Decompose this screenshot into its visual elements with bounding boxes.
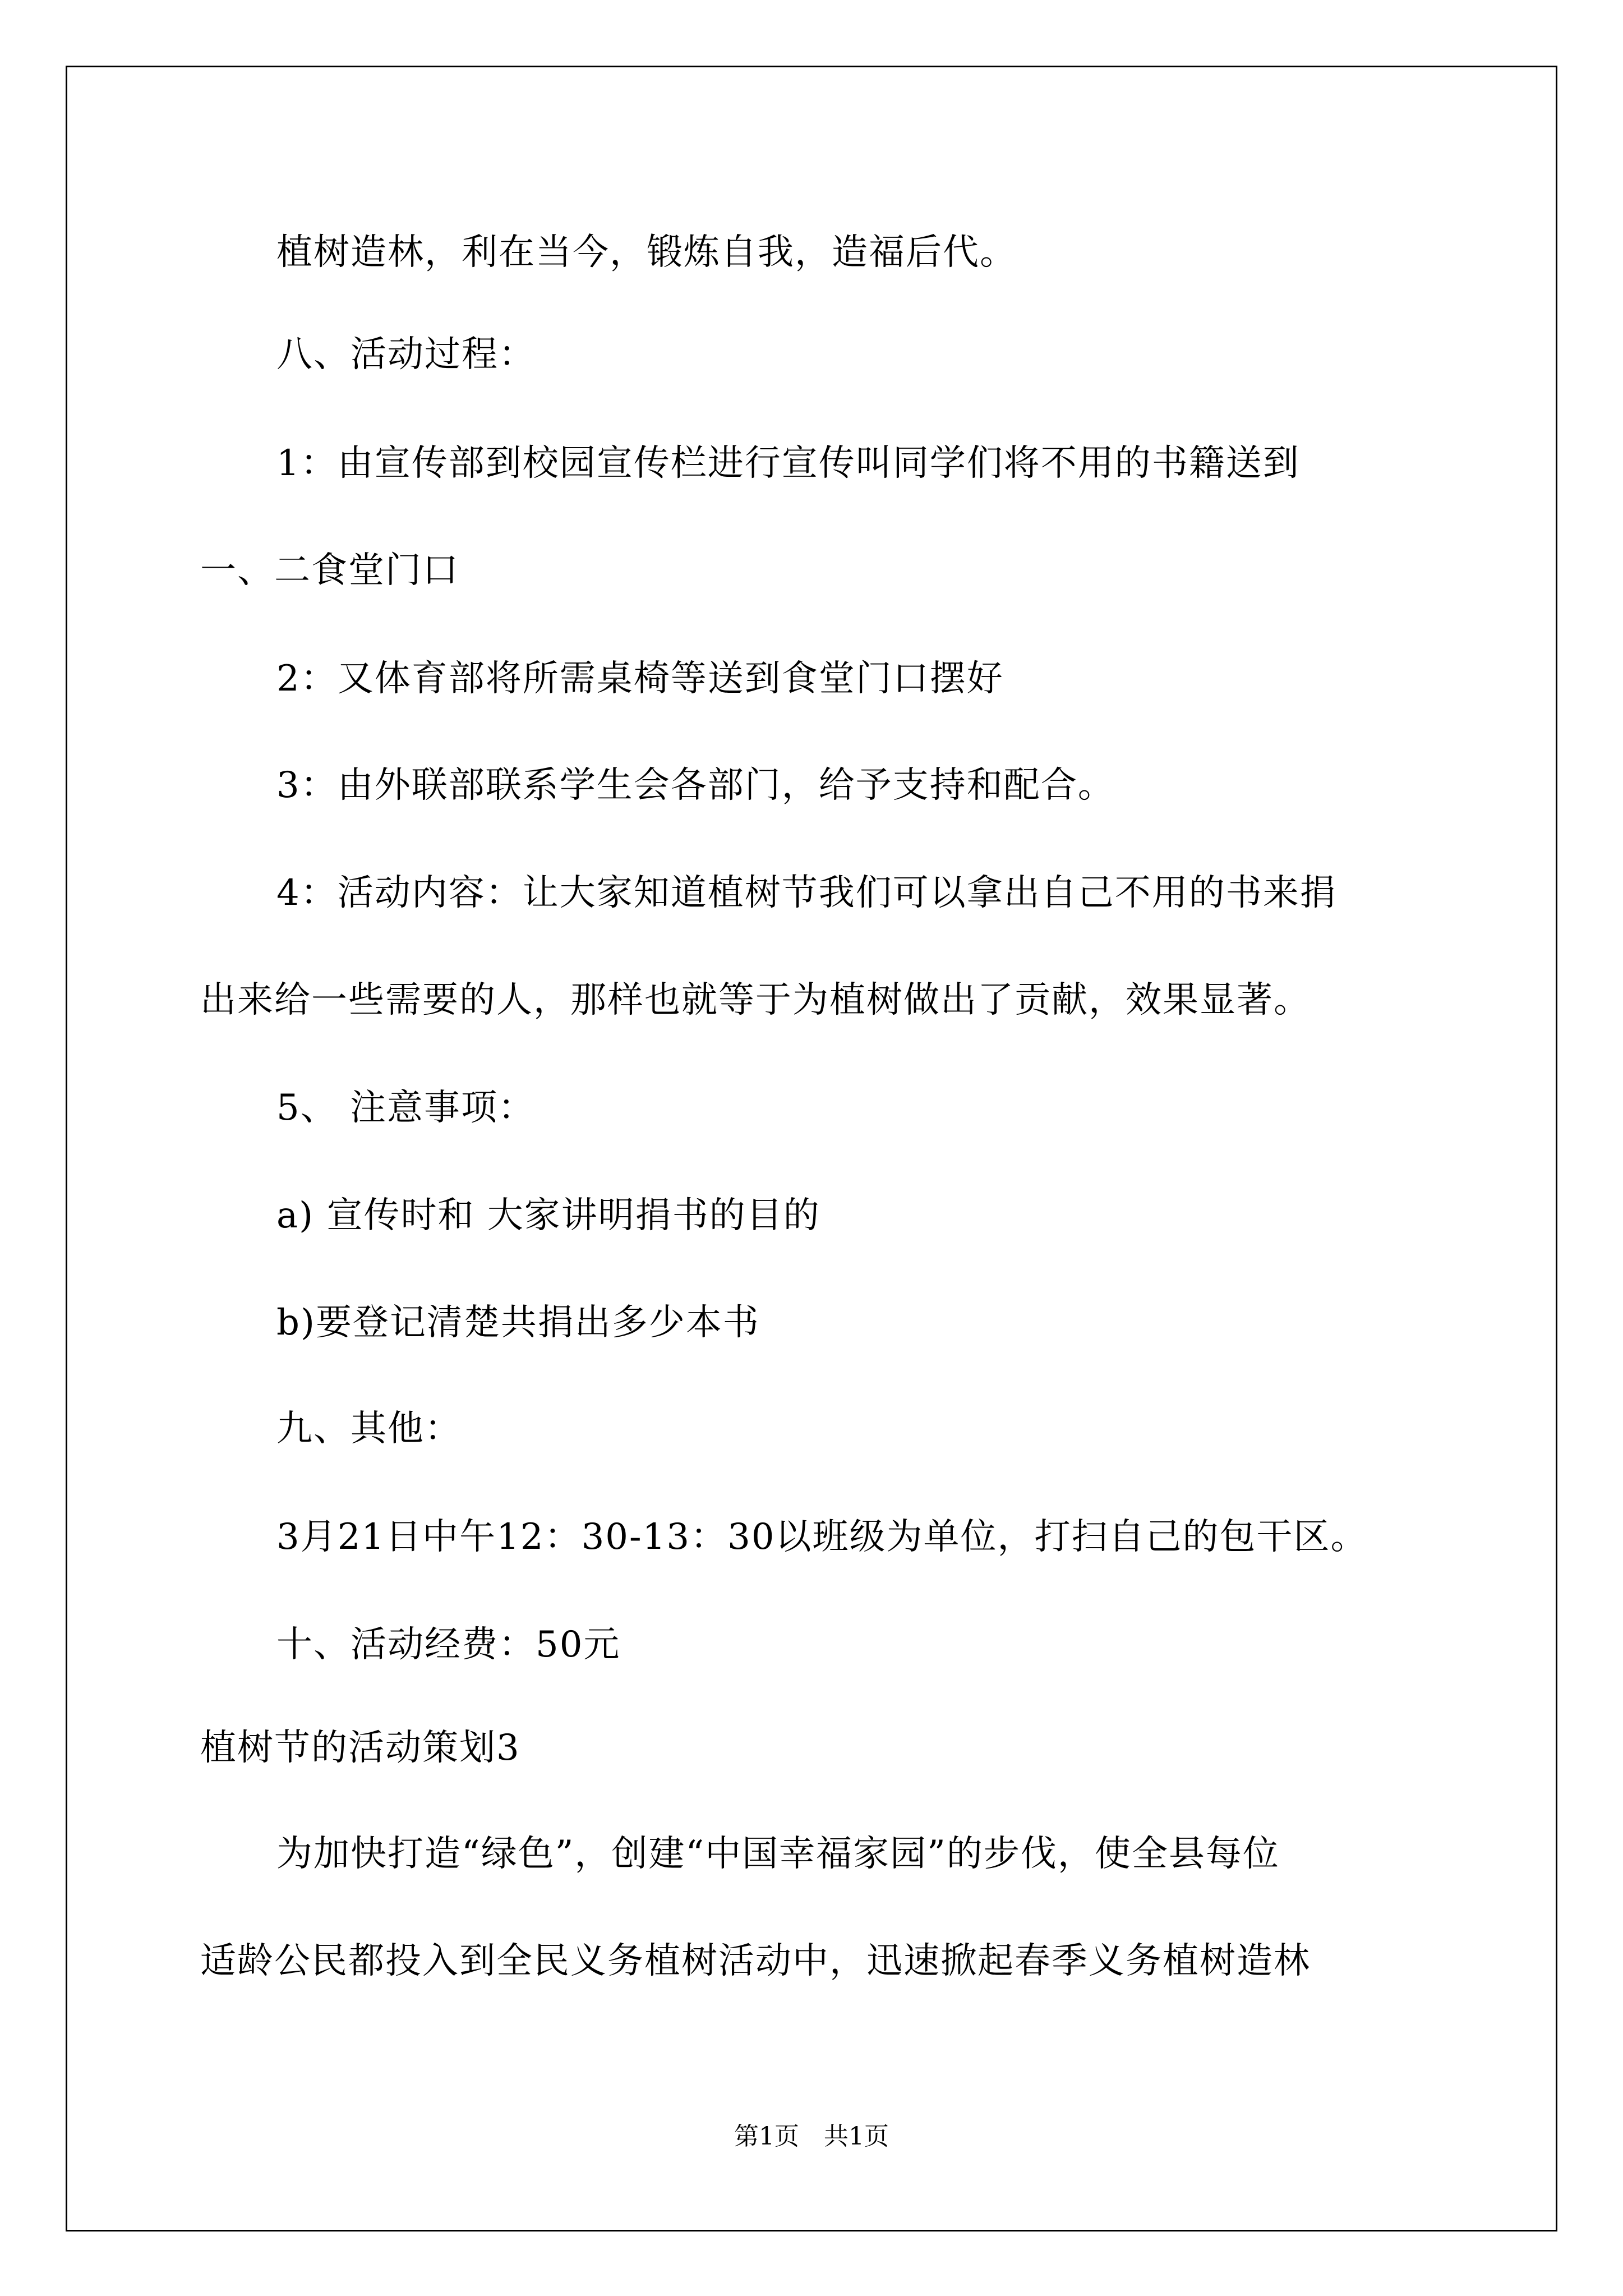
section-heading-other: 九、其他： (276, 1408, 462, 1450)
body-line-9: 5、 注意事项： (276, 1087, 536, 1129)
body-line-5: 2：又体育部将所需桌椅等送到食堂门口摆好 (276, 658, 1004, 700)
section-heading-activity-process: 八、活动过程： (276, 334, 536, 375)
body-line-1: 植树造林，利在当今，锻炼自我，造福后代。 (276, 232, 1017, 273)
section-heading-budget: 十、活动经费：50元 (276, 1624, 621, 1665)
page-border (66, 66, 1557, 2231)
body-line-16: 为加快打造“绿色”，创建“中国幸福家园”的步伐，使全县每位 (276, 1833, 1280, 1875)
body-line-11: b)要登记清楚共捐出多少本书 (276, 1302, 760, 1343)
body-line-3: 1：由宣传部到校园宣传栏进行宣传叫同学们将不用的书籍送到 (276, 443, 1300, 484)
body-line-6: 3：由外联部联系学生会各部门，给予支持和配合。 (276, 765, 1115, 806)
body-line-10: a) 宣传时和 大家讲明捐书的目的 (276, 1195, 820, 1236)
body-line-17: 适龄公民都投入到全民义务植树活动中，迅速掀起春季义务植树造林 (200, 1940, 1311, 1982)
document-subtitle: 植树节的活动策划3 (200, 1727, 520, 1769)
page-number-footer: 第1页 共1页 (734, 2122, 889, 2151)
body-line-8: 出来给一些需要的人，那样也就等于为植树做出了贡献，效果显著。 (200, 979, 1311, 1021)
body-line-4: 一、二食堂门口 (200, 550, 459, 591)
body-line-13: 3月21日中午12：30-13：30以班级为单位，打扫自己的包干区。 (276, 1516, 1368, 1558)
body-line-7: 4：活动内容：让大家知道植树节我们可以拿出自己不用的书来捐 (276, 872, 1337, 914)
